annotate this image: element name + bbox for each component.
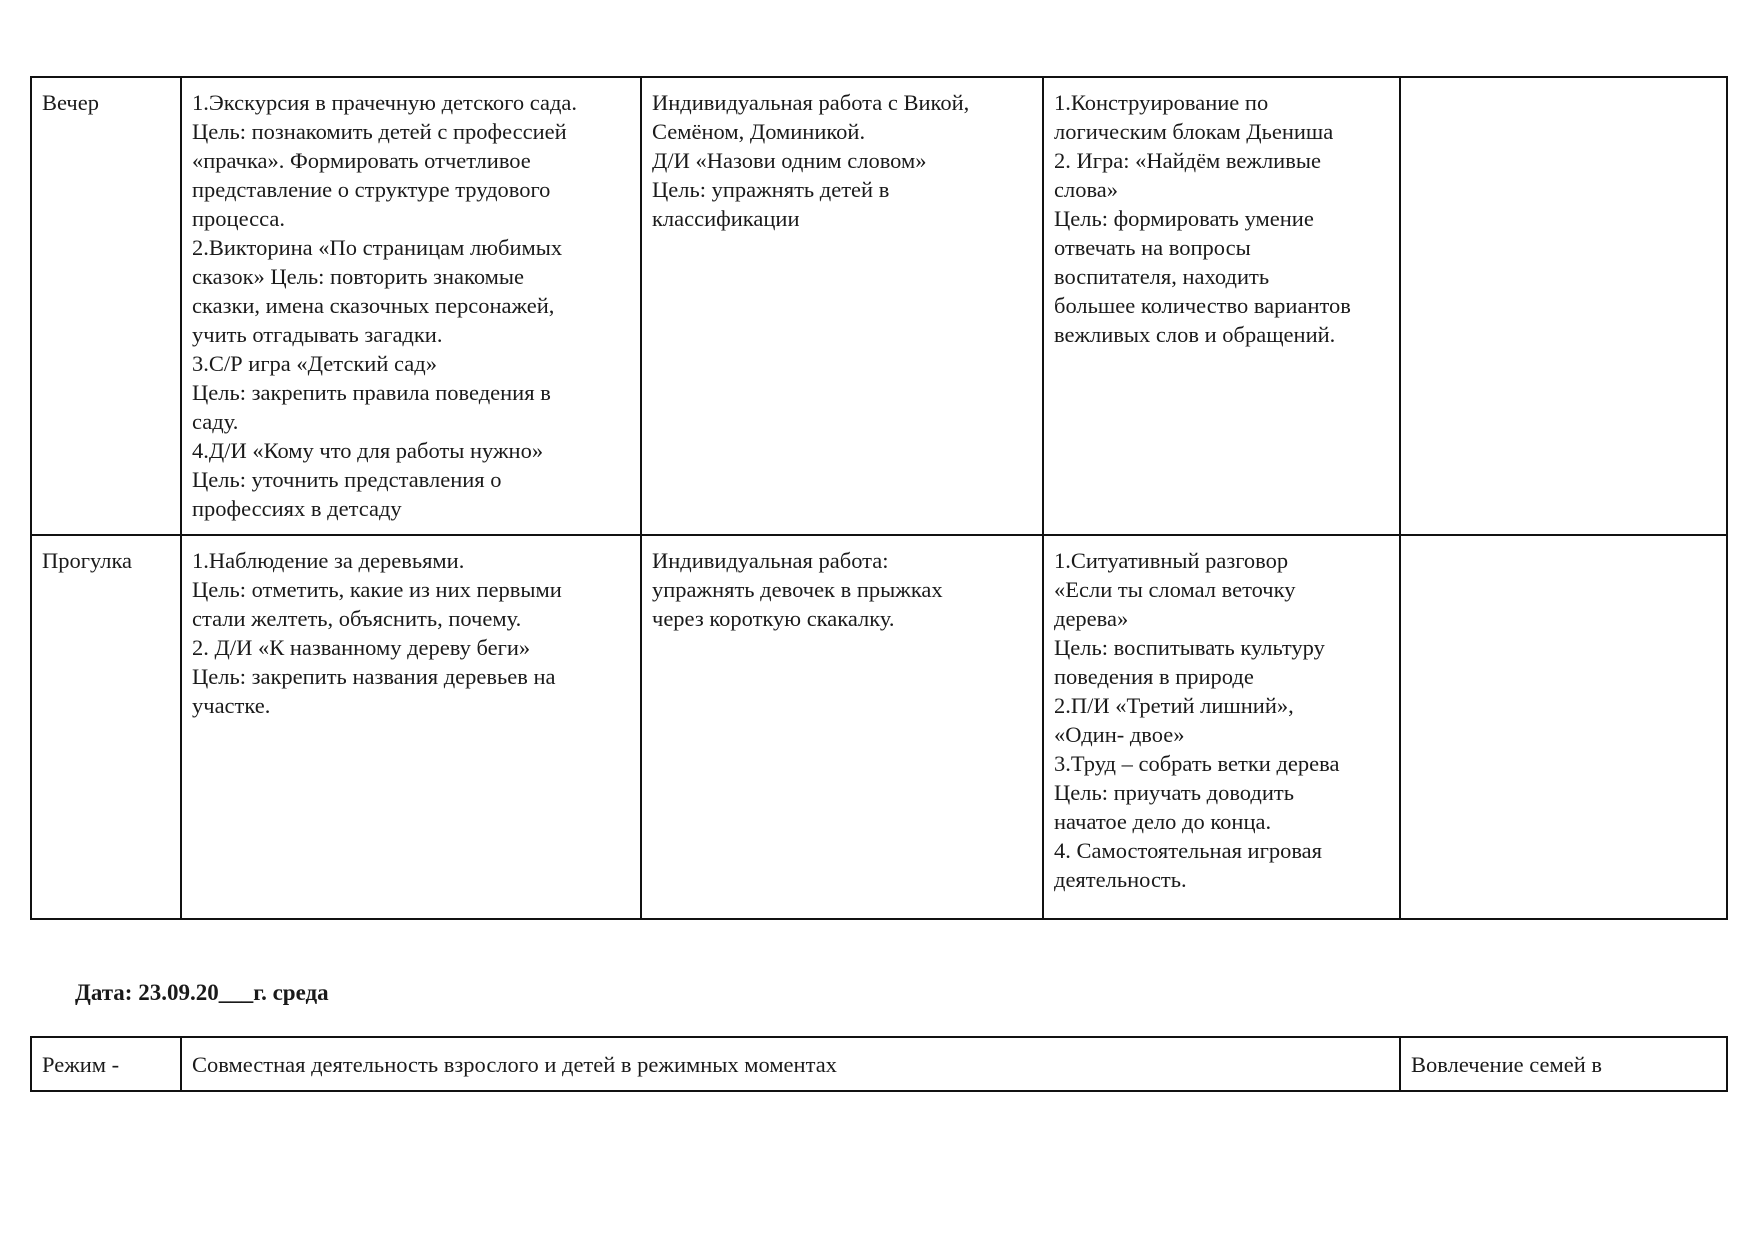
table-row-evening [31, 77, 1727, 535]
text-line: деятельность. [1054, 867, 1187, 892]
text-line: стали желтеть, объяснить, почему. [192, 606, 522, 631]
individual-work-cell [641, 77, 1043, 535]
text-line: Цель: воспитывать культуру [1054, 635, 1325, 660]
joint-activity-header-cell: Совместная деятельность взрослого и детей в режимных моментах [181, 1037, 1400, 1091]
text-line: вежливых слов и обращений. [1054, 322, 1336, 347]
table-row-walk [31, 535, 1727, 919]
text-line: 1.Конструирование по [1054, 90, 1269, 115]
text-line: слова» [1054, 177, 1119, 202]
text-line: упражнять девочек в прыжках [652, 577, 943, 602]
text-line: учить отгадывать загадки. [192, 322, 443, 347]
text-line: Цель: приучать доводить [1054, 780, 1294, 805]
text-line: 4.Д/И «Кому что для работы нужно» [192, 438, 544, 463]
text-line: саду. [192, 409, 239, 434]
group-activity-cell [181, 77, 641, 535]
text-line: 3.С/Р игра «Детский сад» [192, 351, 437, 376]
regime-header-cell: Режим - [31, 1037, 181, 1091]
text-line: Цель: уточнить представления о [192, 467, 502, 492]
text-line: большее количество вариантов [1054, 293, 1351, 318]
text-line: Семёном, Доминикой. [652, 119, 866, 144]
text-line: Д/И «Назови одним словом» [652, 148, 927, 173]
period-cell: Прогулка [31, 535, 181, 919]
period-cell: Вечер [31, 77, 181, 535]
text-line: представление о структуре трудового [192, 177, 551, 202]
text-line: «Если ты сломал веточку [1054, 577, 1296, 602]
individual-work-cell [641, 535, 1043, 919]
text-line: поведения в природе [1054, 664, 1254, 689]
text-line: 2. Д/И «К названному дереву беги» [192, 635, 531, 660]
independent-activity-cell [1043, 535, 1400, 919]
text-line: процесса. [192, 206, 285, 231]
text-line: 2.П/И «Третий лишний», [1054, 693, 1294, 718]
text-line: участке. [192, 693, 271, 718]
text-line: 2.Викторина «По страницам любимых [192, 235, 563, 260]
text-line: «прачка». Формировать отчетливое [192, 148, 531, 173]
table-header-row [31, 1037, 1727, 1091]
text-line: Цель: закрепить правила поведения в [192, 380, 551, 405]
text-line: Цель: формировать умение [1054, 206, 1314, 231]
group-activity-cell [181, 535, 641, 919]
text-line: через короткую скакалку. [652, 606, 895, 631]
text-line: логическим блокам Дьениша [1054, 119, 1334, 144]
text-line: дерева» [1054, 606, 1129, 631]
text-line: начатое дело до конца. [1054, 809, 1272, 834]
text-line: Цель: познакомить детей с профессией [192, 119, 567, 144]
text-line: Индивидуальная работа с Викой, [652, 90, 970, 115]
text-line: 3.Труд – собрать ветки дерева [1054, 751, 1340, 776]
family-involvement-cell [1400, 535, 1727, 919]
text-line: 1.Экскурсия в прачечную детского сада. [192, 90, 578, 115]
text-line: Цель: отметить, какие из них первыми [192, 577, 562, 602]
text-line: Цель: упражнять детей в [652, 177, 890, 202]
schedule-header-table [30, 1036, 1728, 1092]
family-involvement-cell [1400, 77, 1727, 535]
text-line: 1.Ситуативный разговор [1054, 548, 1289, 573]
text-line: Индивидуальная работа: [652, 548, 889, 573]
text-line: «Один- двое» [1054, 722, 1185, 747]
independent-activity-cell [1043, 77, 1400, 535]
text-line: сказок» Цель: повторить знакомые [192, 264, 524, 289]
text-line: Цель: закрепить названия деревьев на [192, 664, 556, 689]
text-line: 1.Наблюдение за деревьями. [192, 548, 465, 573]
text-line: воспитателя, находить [1054, 264, 1270, 289]
text-line: 4. Самостоятельная игровая [1054, 838, 1322, 863]
daily-plan-table [30, 76, 1728, 920]
text-line: 2. Игра: «Найдём вежливые [1054, 148, 1321, 173]
date-heading: Дата: 23.09.20___г. среда [75, 980, 329, 1005]
text-line: профессиях в детсаду [192, 496, 402, 521]
family-header-cell: Вовлечение семей в [1400, 1037, 1727, 1091]
text-line: сказки, имена сказочных персонажей, [192, 293, 555, 318]
text-line: классификации [652, 206, 800, 231]
text-line: отвечать на вопросы [1054, 235, 1251, 260]
